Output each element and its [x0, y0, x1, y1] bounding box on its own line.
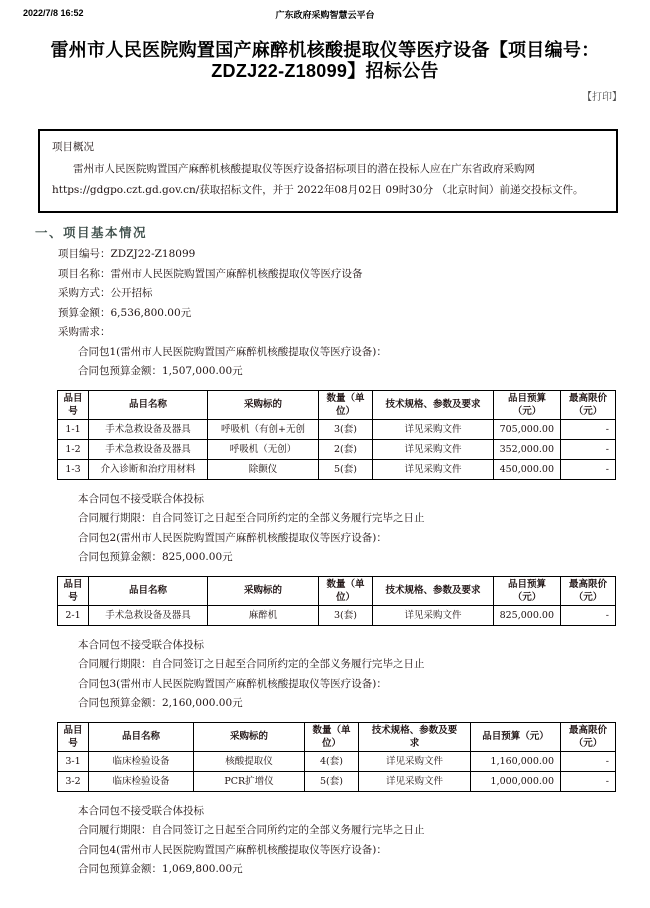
print-row: [0, 88, 650, 101]
cell-max-price: -: [561, 751, 616, 771]
package-3-items-table: [57, 722, 616, 792]
cell-item-name: 手术急救设备及器具: [89, 419, 208, 439]
cell-quantity: 3(套): [319, 419, 373, 439]
package-1-no-consortium-note: 本合同包不接受联合体投标: [78, 492, 204, 505]
cell-max-price: -: [561, 419, 616, 439]
cell-max-price: -: [561, 459, 616, 479]
cell-item-no: 1-2: [58, 439, 89, 459]
package-1-title: 合同包1(雷州市人民医院购置国产麻醉机核酸提取仪等医疗设备)：: [78, 345, 387, 358]
cell-specs: 详见采购文件: [373, 419, 494, 439]
project-overview-box: [38, 129, 618, 213]
column-header-target: 采购标的: [194, 722, 305, 751]
column-header-max-price: 最高限价（元）: [561, 722, 616, 751]
cell-item-name: 介入诊断和治疗用材料: [89, 459, 208, 479]
package-1-duration-note: 合同履行期限：自合同签订之日起至合同所约定的全部义务履行完毕之日止: [78, 512, 425, 524]
table-header-row: [58, 722, 616, 751]
cell-specs: 详见采购文件: [373, 439, 494, 459]
package-3-title: 合同包3(雷州市人民医院购置国产麻醉机核酸提取仪等医疗设备)：: [78, 677, 387, 690]
overview-heading: 项目概况: [52, 141, 94, 153]
column-header-quantity: 数量（单位）: [305, 722, 359, 751]
field-procurement-method: 采购方式：公开招标: [58, 287, 153, 299]
column-header-max-price: 最高限价（元）: [561, 576, 616, 605]
field-demand-label: 采购需求：: [58, 326, 111, 338]
package-2-items-table: [57, 576, 616, 626]
column-header-item-no: 品目号: [58, 576, 89, 605]
cell-specs: 详见采购文件: [359, 751, 471, 771]
cell-max-price: -: [561, 439, 616, 459]
cell-target: 麻醉机: [208, 605, 319, 625]
package-4-title: 合同包4(雷州市人民医院购置国产麻醉机核酸提取仪等医疗设备)：: [78, 843, 387, 856]
column-header-item-budget: 品目预算（元）: [471, 722, 561, 751]
package-4-budget: 合同包预算金额：1,069,800.00元: [78, 863, 243, 875]
overview-text: 雷州市人民医院购置国产麻醉机核酸提取仪等医疗设备招标项目的潜在投标人应在广东省政府采购网https://gdgpo.czt.gd.gov.cn/获取招标文件，并于 2022年08月02日 09时30分 （北京时间）前递交投标文件。: [52, 163, 584, 196]
column-header-item-name: 品目名称: [89, 390, 208, 419]
cell-item-budget: 450,000.00: [494, 459, 561, 479]
cell-quantity: 4(套): [305, 751, 359, 771]
package-2-title: 合同包2(雷州市人民医院购置国产麻醉机核酸提取仪等医疗设备)：: [78, 531, 387, 544]
column-header-specs: 技术规格、参数及要求: [373, 390, 494, 419]
cell-max-price: -: [561, 605, 616, 625]
column-header-target: 采购标的: [208, 390, 319, 419]
column-header-item-name: 品目名称: [89, 576, 208, 605]
cell-target: 呼吸机（有创+无创: [208, 419, 319, 439]
column-header-item-name: 品目名称: [89, 722, 194, 751]
cell-item-budget: 1,000,000.00: [471, 771, 561, 791]
package-1-items-table: [57, 390, 616, 480]
cell-item-name: 手术急救设备及器具: [89, 605, 208, 625]
cell-item-no: 1-1: [58, 419, 89, 439]
column-header-target: 采购标的: [208, 576, 319, 605]
page-title: 雷州市人民医院购置国产麻醉机核酸提取仪等医疗设备【项目编号：ZDZJ22-Z18099】招标公告: [50, 40, 600, 81]
column-header-item-budget: 品目预算（元）: [494, 576, 561, 605]
cell-quantity: 5(套): [305, 771, 359, 791]
package-3-budget: 合同包预算金额：2,160,000.00元: [78, 697, 243, 709]
cell-item-budget: 352,000.00: [494, 439, 561, 459]
print-button[interactable]: 【打印】: [582, 92, 622, 103]
cell-item-name: 临床检验设备: [89, 771, 194, 791]
table-row: [58, 771, 616, 791]
table-header-row: [58, 576, 616, 605]
table-row: [58, 419, 616, 439]
package-2-duration-note: 合同履行期限：自合同签订之日起至合同所约定的全部义务履行完毕之日止: [78, 658, 425, 670]
package-3-duration-note: 合同履行期限：自合同签订之日起至合同所约定的全部义务履行完毕之日止: [78, 824, 425, 836]
cell-item-budget: 825,000.00: [494, 605, 561, 625]
column-header-item-budget: 品目预算（元）: [494, 390, 561, 419]
cell-specs: 详见采购文件: [373, 459, 494, 479]
column-header-specs: 技术规格、参数及要求: [359, 722, 471, 751]
cell-item-name: 手术急救设备及器具: [89, 439, 208, 459]
section-heading-basic-info: 一、项目基本情况: [35, 225, 148, 240]
cell-target: 核酸提取仪: [194, 751, 305, 771]
table-header-row: [58, 390, 616, 419]
cell-target: PCR扩增仪: [194, 771, 305, 791]
package-3-no-consortium-note: 本合同包不接受联合体投标: [78, 804, 204, 817]
package-2-budget: 合同包预算金额：825,000.00元: [78, 551, 233, 563]
package-2-no-consortium-note: 本合同包不接受联合体投标: [78, 638, 204, 651]
column-header-quantity: 数量（单位）: [319, 576, 373, 605]
cell-item-budget: 705,000.00: [494, 419, 561, 439]
cell-quantity: 3(套): [319, 605, 373, 625]
column-header-specs: 技术规格、参数及要求: [373, 576, 494, 605]
site-title: 广东政府采购智慧云平台: [275, 10, 375, 20]
table-row: [58, 605, 616, 625]
package-1-budget: 合同包预算金额：1,507,000.00元: [78, 365, 243, 377]
basic-info-fields: [58, 245, 650, 343]
cell-quantity: 5(套): [319, 459, 373, 479]
cell-max-price: -: [561, 771, 616, 791]
column-header-max-price: 最高限价（元）: [561, 390, 616, 419]
column-header-quantity: 数量（单位）: [319, 390, 373, 419]
cell-target: 呼吸机（无创）: [208, 439, 319, 459]
cell-item-no: 1-3: [58, 459, 89, 479]
cell-item-no: 3-2: [58, 771, 89, 791]
cell-item-budget: 1,160,000.00: [471, 751, 561, 771]
cell-item-name: 临床检验设备: [89, 751, 194, 771]
table-row: [58, 751, 616, 771]
field-budget-amount: 预算金额：6,536,800.00元: [58, 306, 192, 319]
cell-quantity: 2(套): [319, 439, 373, 459]
cell-specs: 详见采购文件: [359, 771, 471, 791]
cell-target: 除颤仪: [208, 459, 319, 479]
field-project-name: 项目名称：雷州市人民医院购置国产麻醉机核酸提取仪等医疗设备: [58, 267, 363, 280]
cell-specs: 详见采购文件: [373, 605, 494, 625]
table-row: [58, 459, 616, 479]
cell-item-no: 3-1: [58, 751, 89, 771]
column-header-item-no: 品目号: [58, 390, 89, 419]
field-project-number: 项目编号：ZDZJ22-Z18099: [58, 248, 196, 260]
cell-item-no: 2-1: [58, 605, 89, 625]
column-header-item-no: 品目号: [58, 722, 89, 751]
table-row: [58, 439, 616, 459]
print-page-header: [0, 8, 650, 20]
print-timestamp: 2022/7/8 16:52: [23, 8, 84, 18]
